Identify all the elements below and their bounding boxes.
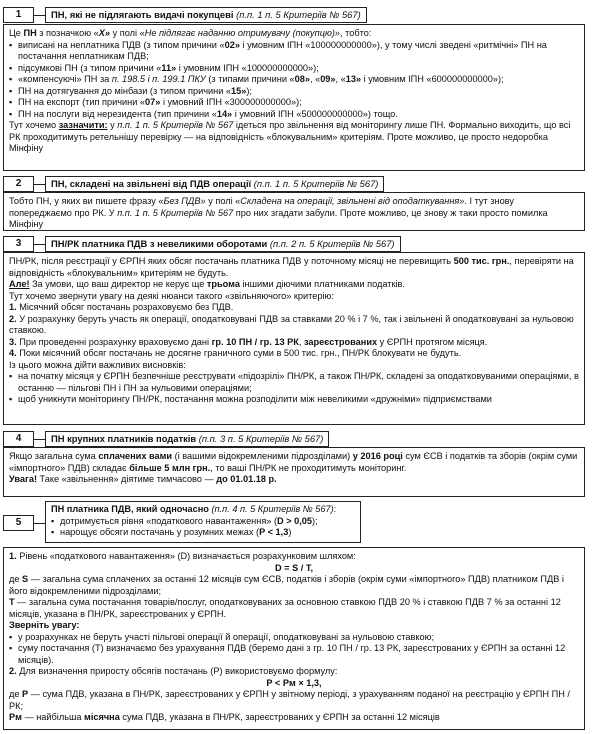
note: Тут хочемо зазначити: у п.п. 1 п. 5 Критеріїв № 567 ідеться про звільнення від моніторингу лише ПН. Формально виходить, що всі РК проходитимуть ретельнішу перевірку — на відповідність «блокувальним» критеріям. Проте можливо, це просто недоробка Мінфіну (9, 120, 571, 153)
list-item: ▪ виписані на неплатника ПДВ (з типом причини «02» і умовним ІПН «100000000000»), у тому числі зведені «ритмічні» ПН на постачання неплатникам ПДВ; (9, 40, 579, 63)
list-item: ▪ підсумкові ПН (з типом причини «11» і умовним ІПН «100000000000»); (9, 63, 579, 75)
section-number: 4 (3, 431, 34, 447)
connector-line (34, 184, 45, 185)
section-number: 3 (3, 236, 34, 252)
section-6-body (3, 547, 585, 730)
title-ref: (п.п. 1 п. 5 Критеріїв № 567) (236, 9, 361, 20)
paragraph: Із цього можна дійти важливих висновків: (9, 359, 186, 370)
section-title: ПН платника ПДВ, який одночасно (п.п. 4 п. 5 Критеріїв № 567): (51, 504, 337, 514)
section-5-body (45, 501, 361, 543)
section-3-body (3, 252, 585, 425)
intro: Це ПН з позначкою «Х» у полі «Не підлягає наданню отримувачу (покупцю)», тобто: (9, 28, 372, 38)
paragraph: Зверніть увагу: (9, 620, 80, 630)
list-item: ▪ дотримується рівня «податкового навантаження» (D > 0,05); (51, 516, 355, 528)
numbered-item: 1. Рівень «податкового навантаження» (D) визначається розрахунковим шляхом: (9, 551, 356, 561)
connector-line (34, 439, 45, 440)
list-item: ▪ ПН на експорт (тип причини «07» і умовний ІПН «300000000000»); (9, 97, 579, 109)
list-item: ▪ суму постачання (T) визначаємо без урахування ПДВ (беремо дані з гр. 10 ПН / гр. 13 РК, зареєстрованих у ЄРПН за останні 12 місяців). (9, 643, 579, 666)
numbered-item: 4. Поки місячний обсяг постачань не досягне граничного суми в 500 тис. грн., ПН/РК блокувати не будуть. (9, 348, 462, 358)
list-item: ▪ нарощує обсяги постачань у розумних межах (P < 1,3) (51, 527, 355, 539)
title-main: ПН, які не підлягають видачі покупцеві (51, 9, 234, 20)
list-item: ▪ щоб уникнути моніторингу ПН/РК, постачання можна розподілити між невеликими «дружніми» підприємствами (9, 394, 579, 406)
paragraph: Тобто ПН, у яких ви пишете фразу «Без ПДВ» у полі «Складена на операції, звільнені від оподаткування». І тут знову попереджаємо про РК. У п.п. 1 п. 5 Критеріїв № 567 про них згадати забули. Проте можливо, це знову ж таки просто помилка Мінфіну (9, 196, 548, 229)
numbered-item: 2. У розрахунку беруть участь як операції, оподатковувані ПДВ за ставками 20 % і 7 %, так і звільнені й оподатковувані за нульовою ставкою. (9, 313, 574, 335)
section-title: ПН/РК платника ПДВ з невеликими оборотами (п.п. 2 п. 5 Критеріїв № 567) (45, 236, 401, 252)
numbered-item: 1. Місячний обсяг постачань розраховуємо без ПДВ. (9, 302, 234, 312)
section-title: ПН, складені на звільнені від ПДВ операції (п.п. 1 п. 5 Критеріїв № 567) (45, 176, 384, 192)
paragraph: Якщо загальна сума сплачених вами (і вашими відокремленими підрозділами) у 2016 році сум ЄСВ і податків та зборів (окрім суми «імпортного» ПДВ) складає більше 5 млн грн., то ваші ПН/РК не проходитимуть моніторинг. (9, 451, 578, 473)
paragraph: T — загальна сума постачання товарів/послуг, оподатковуваних за основною ставкою ПДВ 20 % і ставкою ПДВ 7 % за останні 12 місяців, указана в ПН/РК, зареєстрованих у ЄРПН. (9, 597, 561, 619)
section-2-body (3, 192, 585, 231)
section-1-body (3, 24, 585, 171)
numbered-item: 2. Для визначення приросту обсягів постачань (P) використовуємо формулу: (9, 666, 338, 676)
paragraph: Увага! Таке «звільнення» діятиме тимчасово — до 01.01.18 р. (9, 474, 277, 484)
paragraph: де S — загальна сума сплачених за останні 12 місяців сум ЄСВ, податків і зборів (окрім суми «імпортного» ПДВ) платником ПДВ і його відокремленими підрозділами; (9, 574, 564, 596)
formula: P < Pм × 1,3, (266, 677, 322, 688)
paragraph: ПН/РК, після реєстрації у ЄРПН яких обсяг постачань платника ПДВ у поточному місяці не перевищить 500 тис. грн., перевіряти на відповідність «блокувальним» критеріям не будуть. (9, 256, 574, 278)
connector-line (34, 523, 45, 524)
section-title: ПН крупних платників податків (п.п. 3 п. 5 Критеріїв № 567) (45, 431, 329, 447)
list-item: ▪ на початку місяця у ЄРПН безпечніше реєструвати «підозрілі» ПН/РК, а також ПН/РК, складені за оподатковуваними операціями, в останню — пільгові ПН і ПН за нульовими операціями; (9, 371, 579, 394)
section-number: 2 (3, 176, 34, 192)
section-number: 1 (3, 7, 34, 23)
list-item: ▪ ПН на дотягування до мінбази (з типом причини «15»); (9, 86, 579, 98)
formula: D = S / T, (274, 562, 314, 573)
paragraph: Але! За умови, що ваш директор не керує ще трьома іншими діючими платниками податків. (9, 279, 405, 289)
section-number: 5 (3, 515, 34, 531)
section-4-body (3, 447, 585, 497)
paragraph: Тут хочемо звернути увагу на деякі нюанси такого «звільняючого» критерію: (9, 290, 334, 301)
connector-line (34, 15, 45, 16)
numbered-item: 3. При проведенні розрахунку враховуємо дані гр. 10 ПН / гр. 13 РК, зареєстрованих у ЄРПН протягом місяця. (9, 336, 488, 347)
section-title (45, 7, 367, 23)
paragraph: де Р — сума ПДВ, указана в ПН/РК, зареєстрованих у ЄРПН у звітному періоді, з урахуванням поданої на реєстрацію у ЄРПН ПН / РК; (9, 689, 570, 711)
list-item: ▪ ПН на послуги від нерезидента (тип причини «14» і умовний ІПН «500000000000») тощо. (9, 109, 579, 121)
paragraph: Рм — найбільша місячна сума ПДВ, указана в ПН/РК, зареєстрованих у ЄРПН за останні 12 місяців (9, 712, 440, 722)
list-item: ▪ «компенсуючі» ПН за п. 198.5 і п. 199.1 ПКУ (з типами причини «08», «09», «13» і умовним ІПН «600000000000»); (9, 74, 579, 86)
list-item: ▪ у розрахунках не беруть участі пільгові операції й операції, оподатковувані за нульовою ставкою; (9, 632, 579, 644)
connector-line (34, 244, 45, 245)
